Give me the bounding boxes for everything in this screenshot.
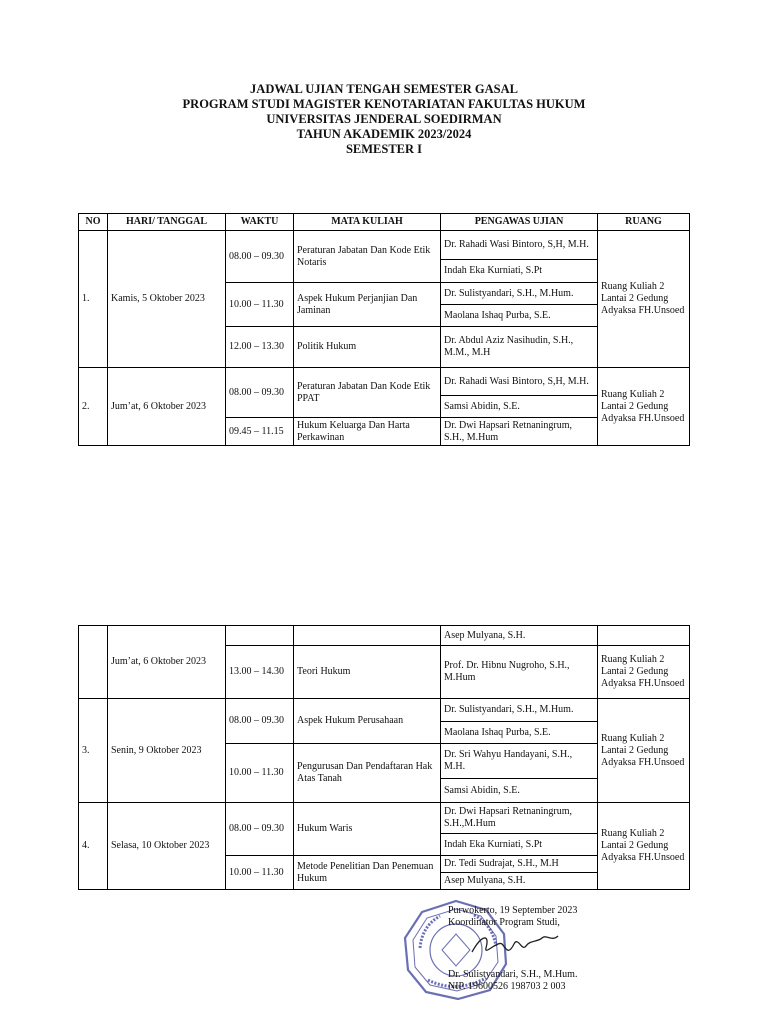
table-row [79, 231, 690, 260]
proctor-name: Dr. Dwi Hapsari Retnaningrum, S.H.,M.Hum [441, 803, 598, 834]
title-line-1: JADWAL UJIAN TENGAH SEMESTER GASAL [250, 82, 518, 96]
title-line-4: TAHUN AKADEMIK 2023/2024 [296, 127, 472, 141]
col-header-date: HARI/ TANGGAL [108, 214, 226, 231]
room: Ruang Kuliah 2 Lantai 2 Gedung Adyaksa FH.Unsoed [598, 699, 690, 803]
exam-time: 12.00 – 13.30 [226, 327, 294, 368]
proctor-name: Indah Eka Kurniati, S.Pt [441, 834, 598, 856]
signatory-role: Koordinator Program Studi, [448, 917, 560, 928]
proctor-name: Asep Mulyana, S.H. [441, 873, 598, 890]
exam-time: 10.00 – 11.30 [226, 744, 294, 803]
proctor-name: Samsi Abidin, S.E. [441, 779, 598, 803]
title-line-5: SEMESTER I [345, 142, 423, 156]
course-name [294, 626, 441, 646]
day-date: Kamis, 5 Oktober 2023 [108, 231, 226, 368]
proctor-name: Prof. Dr. Hibnu Nugroho, S.H., M.Hum [441, 646, 598, 699]
exam-time: 08.00 – 09.30 [226, 231, 294, 283]
row-number [79, 626, 108, 699]
day-date: Senin, 9 Oktober 2023 [108, 699, 226, 803]
signatory-name: Dr. Sulistyandari, S.H., M.Hum. [448, 969, 578, 980]
course-name: Peraturan Jabatan Dan Kode Etik PPAT [294, 368, 441, 418]
proctor-name: Indah Eka Kurniati, S.Pt [441, 260, 598, 283]
proctor-name: Dr. Tedi Sudrajat, S.H., M.H [441, 856, 598, 873]
proctor-name: Dr. Abdul Aziz Nasihudin, S.H., M.M., M.H [441, 327, 598, 368]
proctor-name: Dr. Sulistyandari, S.H., M.Hum. [441, 283, 598, 305]
signatory-nip: NIP. 19600526 198703 2 003 [448, 981, 566, 992]
schedule-table-2 [78, 625, 690, 890]
col-header-room: RUANG [598, 214, 690, 231]
col-header-no: NO [79, 214, 108, 231]
place-date: Purwokerto, 19 September 2023 [448, 905, 578, 916]
exam-time: 08.00 – 09.30 [226, 368, 294, 418]
proctor-name: Maolana Ishaq Purba, S.E. [441, 305, 598, 327]
exam-time: 09.45 – 11.15 [226, 418, 294, 446]
row-number: 1. [79, 231, 108, 368]
day-date: Selasa, 10 Oktober 2023 [108, 803, 226, 890]
course-name: Politik Hukum [294, 327, 441, 368]
schedule-table-1 [78, 213, 690, 446]
proctor-name: Dr. Dwi Hapsari Retnaningrum, S.H., M.Hum [441, 418, 598, 446]
row-number: 4. [79, 803, 108, 890]
title-line-2: PROGRAM STUDI MAGISTER KENOTARIATAN FAKULTAS HUKUM [182, 97, 586, 111]
col-header-proctor: PENGAWAS UJIAN [441, 214, 598, 231]
room: Ruang Kuliah 2 Lantai 2 Gedung Adyaksa FH.Unsoed [598, 368, 690, 446]
document-title [0, 82, 768, 157]
table-row [79, 626, 690, 646]
exam-time: 10.00 – 11.30 [226, 856, 294, 890]
proctor-name: Samsi Abidin, S.E. [441, 396, 598, 418]
course-name: Hukum Keluarga Dan Harta Perkawinan [294, 418, 441, 446]
course-name: Peraturan Jabatan Dan Kode Etik Notaris [294, 231, 441, 283]
title-line-3: UNIVERSITAS JENDERAL SOEDIRMAN [266, 112, 502, 126]
room: Ruang Kuliah 2 Lantai 2 Gedung Adyaksa FH.Unsoed [598, 646, 690, 699]
proctor-name: Dr. Sri Wahyu Handayani, S.H., M.H. [441, 744, 598, 779]
col-header-course: MATA KULIAH [294, 214, 441, 231]
room: Ruang Kuliah 2 Lantai 2 Gedung Adyaksa FH.Unsoed [598, 231, 690, 368]
exam-time [226, 626, 294, 646]
exam-time: 08.00 – 09.30 [226, 803, 294, 856]
col-header-time: WAKTU [226, 214, 294, 231]
proctor-name: Maolana Ishaq Purba, S.E. [441, 722, 598, 744]
row-number: 3. [79, 699, 108, 803]
day-date: Jum’at, 6 Oktober 2023 [108, 368, 226, 446]
proctor-name: Dr. Sulistyandari, S.H., M.Hum. [441, 699, 598, 722]
table-row [79, 699, 690, 722]
exam-time: 13.00 – 14.30 [226, 646, 294, 699]
course-name: Pengurusan Dan Pendaftaran Hak Atas Tanah [294, 744, 441, 803]
proctor-name: Asep Mulyana, S.H. [441, 626, 598, 646]
signature-block [448, 905, 577, 993]
exam-time: 08.00 – 09.30 [226, 699, 294, 744]
course-name: Aspek Hukum Perusahaan [294, 699, 441, 744]
course-name: Hukum Waris [294, 803, 441, 856]
day-date: Jum’at, 6 Oktober 2023 [108, 626, 226, 699]
row-number: 2. [79, 368, 108, 446]
table-row [79, 803, 690, 834]
table-row [79, 368, 690, 396]
room: Ruang Kuliah 2 Lantai 2 Gedung Adyaksa FH.Unsoed [598, 803, 690, 890]
table-header-row [79, 214, 690, 231]
proctor-name: Dr. Rahadi Wasi Bintoro, S,H, M.H. [441, 231, 598, 260]
course-name: Teori Hukum [294, 646, 441, 699]
room [598, 626, 690, 646]
course-name: Aspek Hukum Perjanjian Dan Jaminan [294, 283, 441, 327]
exam-time: 10.00 – 11.30 [226, 283, 294, 327]
course-name: Metode Penelitian Dan Penemuan Hukum [294, 856, 441, 890]
proctor-name: Dr. Rahadi Wasi Bintoro, S,H, M.H. [441, 368, 598, 396]
